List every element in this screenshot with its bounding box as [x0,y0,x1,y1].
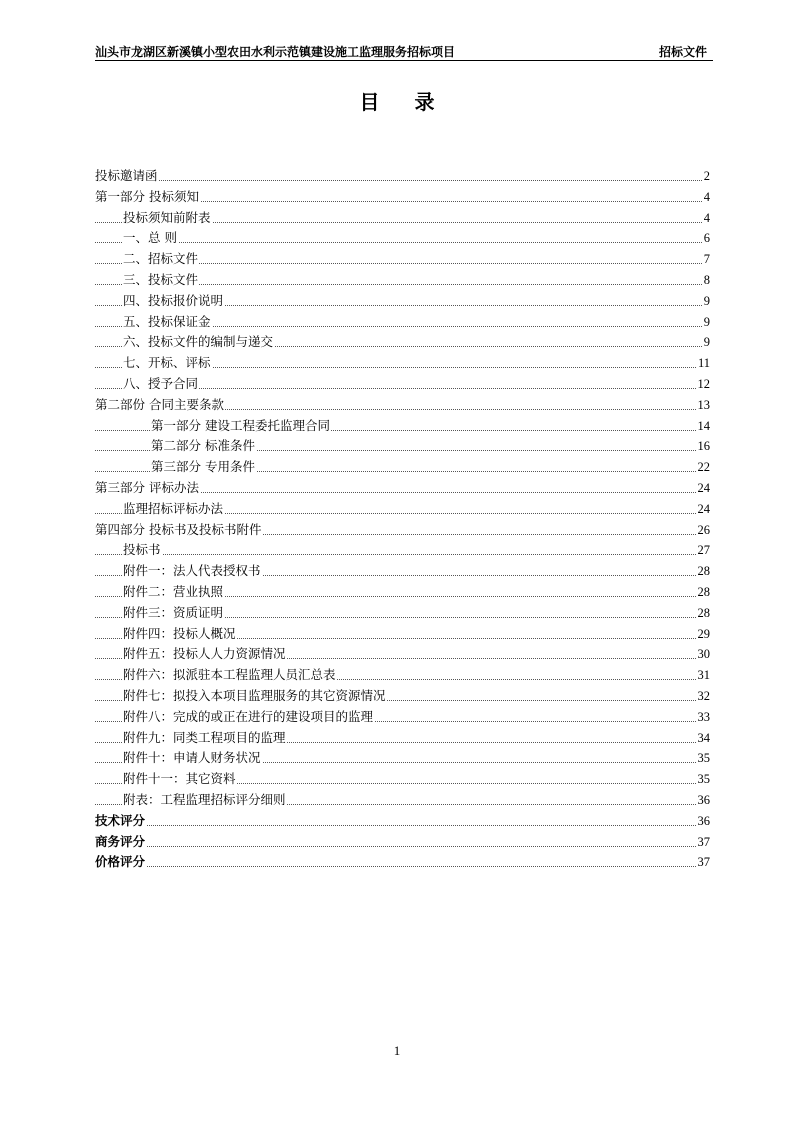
toc-entry[interactable] [95,228,710,249]
toc-leader-dots [95,825,710,826]
toc-entry-title: 三、投标文件 [123,270,199,291]
toc-entry-title: 投标邀请函 [95,166,159,187]
toc-leader-dots [95,554,710,555]
toc-entry[interactable] [95,374,710,395]
toc-entry-page: 34 [697,728,711,749]
toc-entry[interactable] [95,832,710,853]
toc-entry-title: 五、投标保证金 [123,312,212,333]
toc-entry-page: 4 [703,208,710,229]
page-title: 目 录 [359,90,449,114]
toc-entry-page: 9 [703,332,710,353]
toc-entry-title: 技术评分 [95,811,146,832]
toc-entry-page: 29 [697,624,711,645]
page-number: 1 [393,1043,401,1058]
toc-entry-page: 24 [697,478,711,499]
toc-entry-title: 四、投标报价说明 [123,291,224,312]
toc-entry[interactable] [95,478,710,499]
toc-entry-title: 六、投标文件的编制与递交 [123,332,274,353]
toc-entry-title: 价格评分 [95,852,146,873]
toc-entry[interactable] [95,291,710,312]
toc-entry-page: 35 [697,748,711,769]
toc-entry[interactable] [95,707,710,728]
toc-entry-page: 37 [697,832,711,853]
toc-entry-title: 商务评分 [95,832,146,853]
toc-entry-title: 监理招标评标办法 [123,499,224,520]
toc-entry[interactable] [95,416,710,437]
toc-entry[interactable] [95,457,710,478]
toc-entry-title: 附件二：营业执照 [123,582,224,603]
toc-entry-page: 4 [703,187,710,208]
toc-entry[interactable] [95,353,710,374]
toc-entry-title: 附件十：申请人财务状况 [123,748,262,769]
toc-entry-page: 13 [697,395,711,416]
toc-entry-title: 附件八：完成的或正在进行的建设项目的监理 [123,707,374,728]
toc-entry-page: 14 [697,416,711,437]
header-doc-type: 招标文件 [658,45,707,59]
toc-entry-page: 28 [697,603,711,624]
toc-entry[interactable] [95,187,710,208]
toc-entry-page: 33 [697,707,711,728]
toc-entry[interactable] [95,790,710,811]
toc-entry-page: 28 [697,582,711,603]
toc-entry-page: 8 [703,270,710,291]
toc-entry-title: 投标书 [123,540,162,561]
toc-entry[interactable] [95,540,710,561]
toc-entry-title: 第三部分 评标办法 [95,478,200,499]
toc-entry[interactable] [95,561,710,582]
toc-leader-dots [95,846,710,847]
toc-entry-page: 9 [703,291,710,312]
toc-entry-page: 35 [697,769,711,790]
toc-entry-title: 第一部分 建设工程委托监理合同 [151,416,331,437]
toc-entry-page: 9 [703,312,710,333]
toc-entry[interactable] [95,748,710,769]
toc-entry-title: 第二部份 合同主要条款 [95,395,225,416]
toc-entry-page: 31 [697,665,711,686]
toc-entry-page: 27 [697,540,711,561]
toc-entry-title: 附件五：投标人人力资源情况 [123,644,287,665]
page-header [95,40,713,61]
toc-entry-page: 30 [697,644,711,665]
toc-entry[interactable] [95,499,710,520]
toc-entry[interactable] [95,582,710,603]
toc-entry[interactable] [95,728,710,749]
toc-entry-title: 附件十一：其它资料 [123,769,237,790]
toc-entry-title: 附表：工程监理招标评分细则 [123,790,287,811]
toc-entry[interactable] [95,665,710,686]
toc-entry-page: 32 [697,686,711,707]
toc-entry-page: 22 [697,457,711,478]
toc-entry-title: 第三部分 专用条件 [151,457,256,478]
toc-entry[interactable] [95,644,710,665]
toc-entry[interactable] [95,332,710,353]
toc-entry[interactable] [95,769,710,790]
toc-entry-page: 2 [703,166,710,187]
toc-entry-page: 36 [697,790,711,811]
toc-entry[interactable] [95,249,710,270]
toc-entry-title: 附件三：资质证明 [123,603,224,624]
toc-entry-page: 36 [697,811,711,832]
toc-leader-dots [95,866,710,867]
toc-entry-page: 26 [697,520,711,541]
toc-entry-title: 七、开标、评标 [123,353,212,374]
toc-leader-dots [95,242,710,243]
toc-entry-page: 16 [697,436,711,457]
toc-entry-title: 第二部分 标准条件 [151,436,256,457]
header-project-title: 汕头市龙湖区新溪镇小型农田水利示范镇建设施工监理服务招标项目 [95,45,456,59]
toc-entry-title: 附件九：同类工程项目的监理 [123,728,287,749]
toc-entry-page: 28 [697,561,711,582]
toc-entry[interactable] [95,852,710,873]
toc-entry-page: 6 [703,228,710,249]
toc-entry-title: 一、总 则 [123,228,178,249]
toc-entry-page: 7 [703,249,710,270]
toc-entry[interactable] [95,166,710,187]
toc-entry[interactable] [95,395,710,416]
toc-entry-title: 第一部分 投标须知 [95,187,200,208]
toc-entry[interactable] [95,312,710,333]
toc-entry-title: 第四部分 投标书及投标书附件 [95,520,262,541]
toc-entry-title: 附件四：投标人概况 [123,624,237,645]
toc-entry-page: 37 [697,852,711,873]
toc-entry-title: 附件六：拟派驻本工程监理人员汇总表 [123,665,337,686]
toc-entry[interactable] [95,520,710,541]
toc-entry-page: 24 [697,499,711,520]
toc-leader-dots [95,180,710,181]
toc-entry[interactable] [95,436,710,457]
toc-entry-title: 附件七：拟投入本项目监理服务的其它资源情况 [123,686,387,707]
table-of-contents [95,166,710,873]
toc-entry-title: 投标须知前附表 [123,208,212,229]
toc-entry-page: 11 [697,353,710,374]
toc-entry[interactable] [95,603,710,624]
toc-entry-title: 八、授予合同 [123,374,199,395]
toc-entry[interactable] [95,208,710,229]
toc-entry[interactable] [95,624,710,645]
toc-entry[interactable] [95,270,710,291]
toc-entry[interactable] [95,686,710,707]
toc-entry-title: 附件一：法人代表授权书 [123,561,262,582]
toc-entry-page: 12 [697,374,711,395]
toc-entry-title: 二、招标文件 [123,249,199,270]
toc-entry[interactable] [95,811,710,832]
